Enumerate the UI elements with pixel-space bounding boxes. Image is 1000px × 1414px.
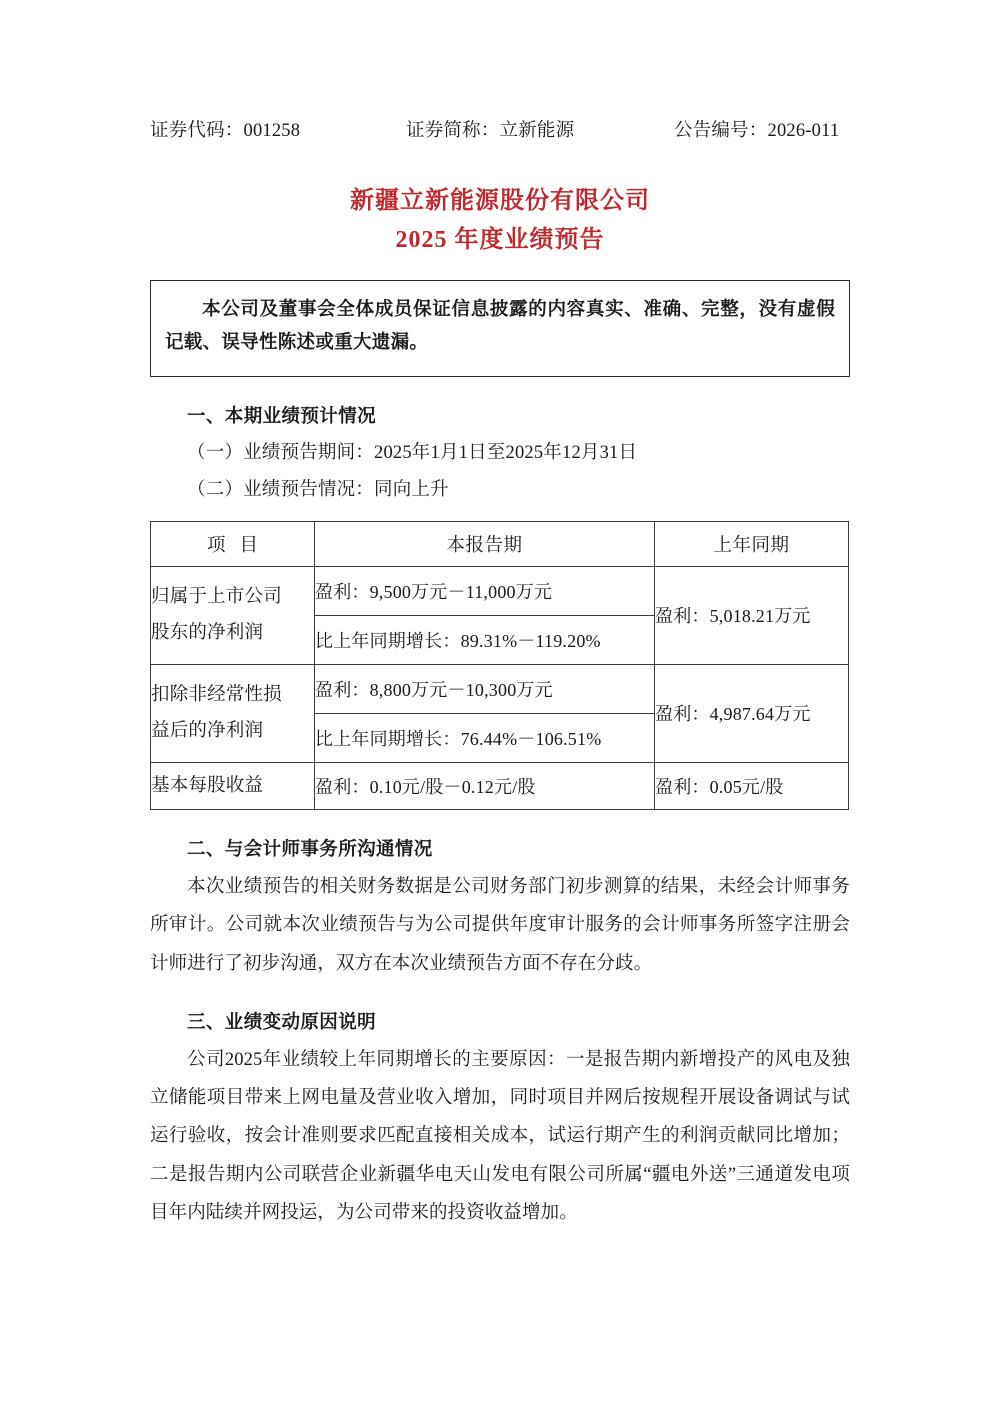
cell-previous-amount: 盈利：0.05元/股 xyxy=(655,762,849,809)
table-row xyxy=(151,566,849,615)
announcement-number: 公告编号：2026-011 xyxy=(674,121,840,141)
row-label-line-2: 益后的净利润 xyxy=(151,721,264,742)
cell-current-amount: 盈利：9,500万元－11,000万元 xyxy=(315,566,655,615)
table-row xyxy=(151,762,849,809)
document-content xyxy=(150,118,850,1232)
financial-forecast-table xyxy=(150,521,849,810)
column-header-current: 本报告期 xyxy=(315,521,655,566)
row-label-line-1: 扣除非经常性损 xyxy=(151,685,282,706)
document-header xyxy=(150,118,850,146)
section-two-heading: 二、与会计师事务所沟通情况 xyxy=(187,839,433,860)
table-row xyxy=(151,664,849,713)
forecast-status: （二）业绩预告情况：同向上升 xyxy=(187,479,449,500)
title-block xyxy=(150,182,850,260)
security-abbr: 证券简称：立新能源 xyxy=(406,121,575,141)
section-three-heading: 三、业绩变动原因说明 xyxy=(187,1012,377,1033)
cell-current-amount: 盈利：8,800万元－10,300万元 xyxy=(315,664,655,713)
document-title: 2025 年度业绩预告 xyxy=(395,226,605,253)
row-label-line-1: 归属于上市公司 xyxy=(151,587,282,608)
section-one-heading: 一、本期业绩预计情况 xyxy=(187,406,377,427)
cell-current-amount: 盈利：0.10元/股－0.12元/股 xyxy=(315,762,655,809)
cell-previous-amount: 盈利：5,018.21万元 xyxy=(655,566,849,664)
row-label-net-profit xyxy=(151,566,315,664)
forecast-period: （一）业绩预告期间：2025年1月1日至2025年12月31日 xyxy=(187,442,638,463)
security-code: 证券代码：001258 xyxy=(150,121,301,141)
row-label-basic-eps: 基本每股收益 xyxy=(151,762,315,809)
cell-current-growth: 比上年同期增长：76.44%－106.51% xyxy=(315,713,655,762)
row-label-adjusted-net-profit xyxy=(151,664,315,762)
column-header-previous: 上年同期 xyxy=(655,521,849,566)
section-two-paragraph: 本次业绩预告的相关财务数据是公司财务部门初步测算的结果，未经会计师事务所审计。公司就本次业绩预告与为公司提供年度审计服务的会计师事务所签字注册会计师进行了初步沟通，双方在本次业绩预告方面不存在分歧。 xyxy=(150,876,850,974)
table-header-row xyxy=(151,521,849,566)
row-label-line-2: 股东的净利润 xyxy=(151,623,264,644)
column-header-item: 项目 xyxy=(151,521,315,566)
disclaimer-box xyxy=(150,280,850,377)
company-title: 新疆立新能源股份有限公司 xyxy=(350,187,650,214)
cell-current-growth: 比上年同期增长：89.31%－119.20% xyxy=(315,615,655,664)
section-three-paragraph: 公司2025年业绩较上年同期增长的主要原因：一是报告期内新增投产的风电及独立储能项目带来上网电量及营业收入增加，同时项目并网后按规程开展设备调试与试运行验收，按会计准则要求匹配直接相关成本，试运行期产生的利润贡献同比增加；二是报告期内公司联营企业新疆华电天山发电有限公司所属“疆电外送”三通道发电项目年内陆续并网投运，为公司带来的投资收益增加。 xyxy=(150,1049,850,1223)
cell-previous-amount: 盈利：4,987.64万元 xyxy=(655,664,849,762)
disclaimer-text: 本公司及董事会全体成员保证信息披露的内容真实、准确、完整，没有虚假记载、误导性陈述或重大遗漏。 xyxy=(165,299,835,354)
